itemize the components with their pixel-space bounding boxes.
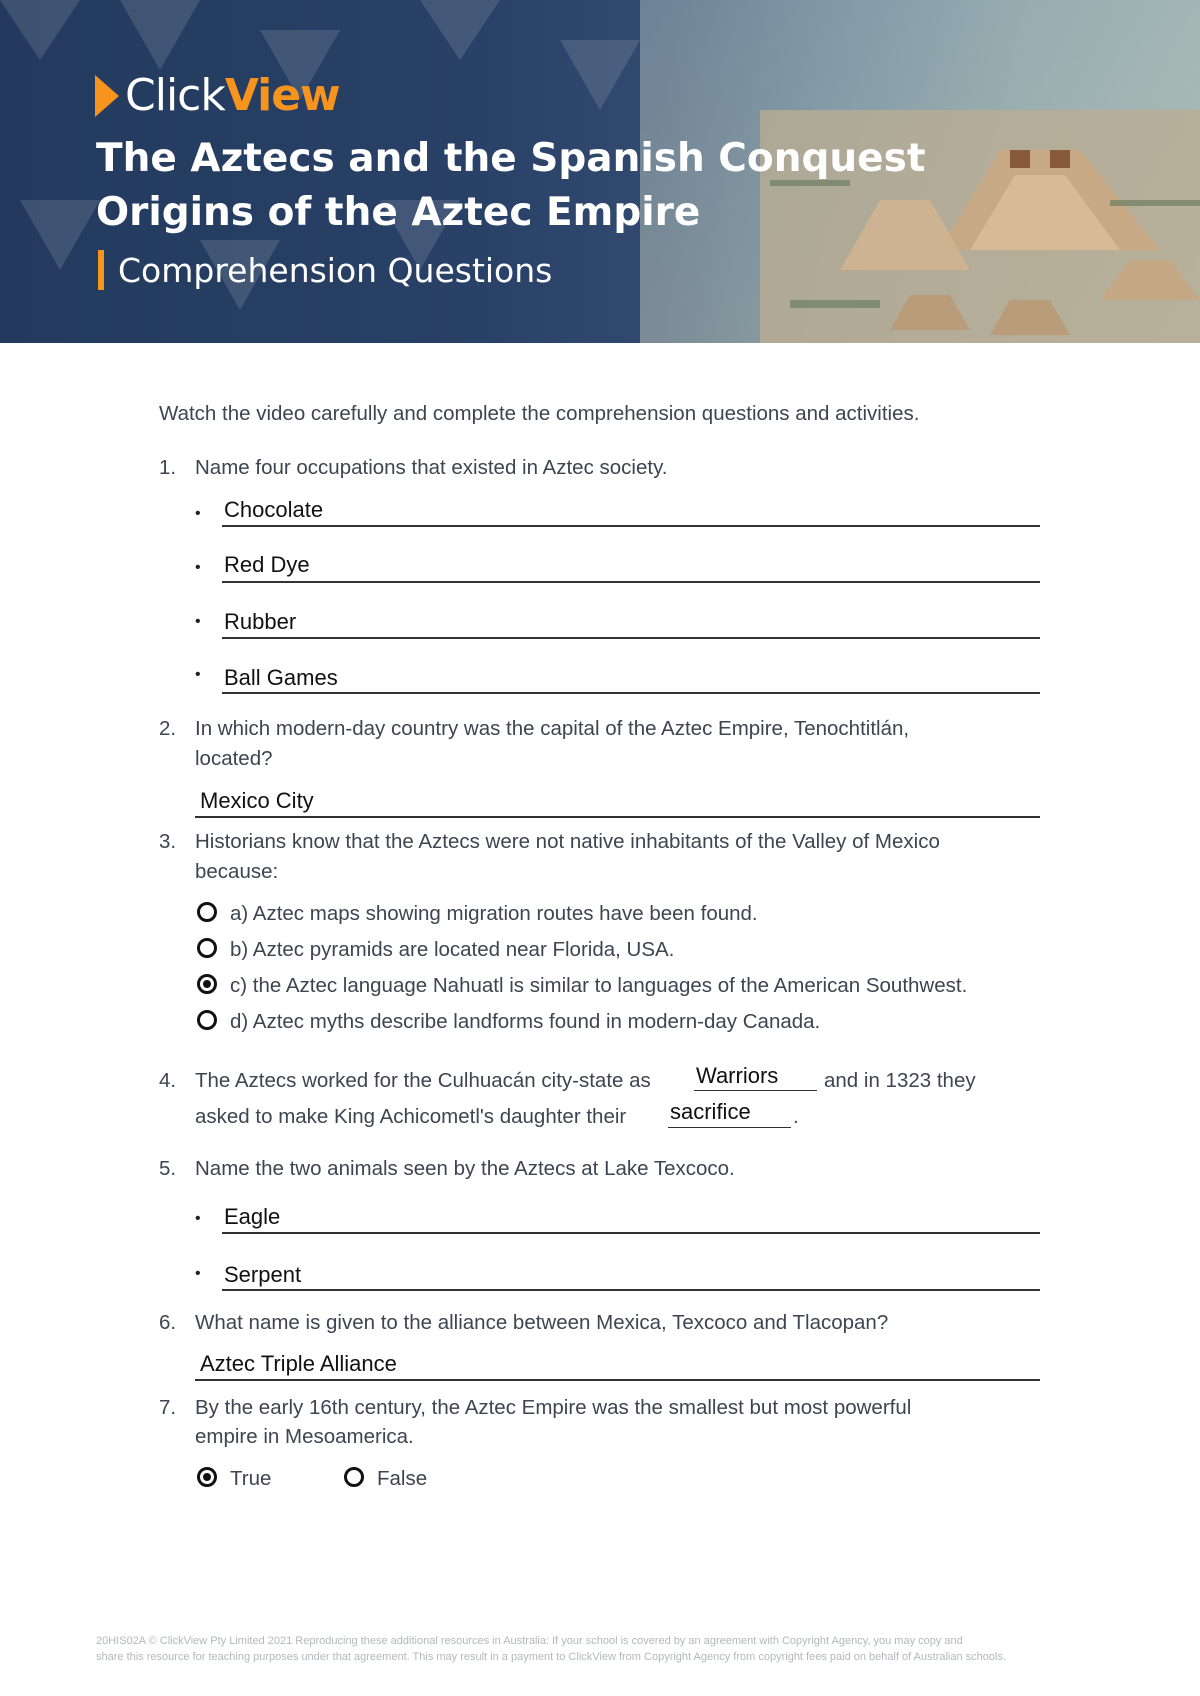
answer-line — [195, 1379, 1040, 1381]
q3-option-a: a) Aztec maps showing migration routes have been found. — [230, 902, 758, 925]
q1-number: 1. — [159, 456, 177, 479]
answer-line — [222, 581, 1040, 583]
q6-text: What name is given to the alliance between Mexica, Texcoco and Tlacopan? — [195, 1311, 889, 1334]
answer-line — [195, 816, 1040, 818]
q1-answer-4[interactable]: Ball Games — [224, 665, 338, 690]
q2-text-line1: In which modern-day country was the capital of the Aztec Empire, Tenochtitlán, — [195, 717, 910, 740]
q3-option-b: b) Aztec pyramids are located near Florida, USA. — [230, 938, 675, 961]
q7-text-line2: empire in Mesoamerica. — [195, 1425, 414, 1448]
page-title: The Aztecs and the Spanish Conquest — [96, 136, 926, 181]
blank-line — [668, 1127, 791, 1128]
q7-text-line1: By the early 16th century, the Aztec Empire was the smallest but most powerful — [195, 1396, 912, 1419]
q1-answer-1[interactable]: Chocolate — [224, 497, 324, 522]
answer-line — [222, 525, 1040, 527]
bullet-icon: • — [195, 666, 201, 683]
q3-option-d-radio[interactable] — [197, 1010, 217, 1030]
q7-false-label: False — [377, 1467, 428, 1490]
logo-click: Click — [125, 70, 225, 121]
q3-option-d: d) Aztec myths describe landforms found in modern-day Canada. — [230, 1010, 821, 1033]
intro-text: Watch the video carefully and complete the comprehension questions and activities. — [159, 402, 920, 425]
q1-answer-2[interactable]: Red Dye — [224, 552, 310, 577]
q7-number: 7. — [159, 1396, 177, 1419]
header-banner — [0, 0, 1200, 343]
q4-number: 4. — [159, 1069, 177, 1092]
page-subtitle: Origins of the Aztec Empire — [96, 190, 701, 235]
q4-part1: The Aztecs worked for the Culhuacán city-state as — [195, 1069, 651, 1092]
q6-answer[interactable]: Aztec Triple Alliance — [200, 1351, 397, 1376]
q3-option-c-radio[interactable] — [197, 974, 217, 994]
q2-number: 2. — [159, 717, 177, 740]
q2-text-line2: located? — [195, 747, 273, 770]
q5-text: Name the two animals seen by the Aztecs at Lake Texcoco. — [195, 1157, 735, 1180]
answer-line — [222, 1289, 1040, 1291]
q3-text-line2: because: — [195, 860, 279, 883]
q3-option-b-radio[interactable] — [197, 938, 217, 958]
q4-part4: . — [793, 1105, 799, 1128]
q4-part3: asked to make King Achicometl's daughter their — [195, 1105, 627, 1128]
section-label — [98, 250, 552, 290]
bullet-icon: • — [195, 505, 201, 522]
q3-option-c: c) the Aztec language Nahuatl is similar to languages of the American Southwest. — [230, 974, 968, 997]
q7-true-label: True — [230, 1467, 272, 1490]
copyright-footer — [96, 1633, 1106, 1665]
q3-text-line1: Historians know that the Aztecs were not native inhabitants of the Valley of Mexico — [195, 830, 940, 853]
q7-false-radio[interactable] — [344, 1467, 364, 1487]
q4-answer-1[interactable]: Warriors — [696, 1063, 779, 1088]
bullet-icon: • — [195, 559, 201, 576]
q5-answer-1[interactable]: Eagle — [224, 1204, 281, 1229]
q5-answer-2[interactable]: Serpent — [224, 1262, 302, 1287]
footer-line-1: 20HIS02A © ClickView Pty Limited 2021 Reproducing these additional resources in Australia: If your school is covered by an agreement with Copyright Agency, you may copy and — [96, 1635, 963, 1647]
answer-line — [222, 637, 1040, 639]
play-arrow-icon — [95, 75, 119, 117]
q1-text: Name four occupations that existed in Aztec society. — [195, 456, 668, 479]
q4-answer-2[interactable]: sacrifice — [670, 1099, 751, 1124]
q3-number: 3. — [159, 830, 177, 853]
orange-bar — [98, 250, 104, 290]
logo-view: View — [224, 70, 340, 121]
q1-answer-3[interactable]: Rubber — [224, 609, 297, 634]
q3-option-a-radio[interactable] — [197, 902, 217, 922]
q2-answer[interactable]: Mexico City — [200, 788, 314, 813]
blank-line — [694, 1090, 817, 1091]
bullet-icon: • — [195, 1265, 201, 1282]
q6-number: 6. — [159, 1311, 177, 1334]
bullet-icon: • — [195, 613, 201, 630]
q4-part2: and in 1323 they — [824, 1069, 976, 1092]
q7-true-radio[interactable] — [197, 1467, 217, 1487]
bullet-icon: • — [195, 1210, 201, 1227]
answer-line — [222, 1232, 1040, 1234]
section-label-text: Comprehension Questions — [118, 250, 553, 290]
footer-line-2: share this resource for teaching purposes under that agreement. This may result in a payment to ClickView from Copyright Agency from copyright fees paid on behalf of Australian schools. — [96, 1651, 1007, 1663]
q5-number: 5. — [159, 1157, 177, 1180]
answer-line — [222, 692, 1040, 694]
clickview-logo — [95, 70, 340, 121]
